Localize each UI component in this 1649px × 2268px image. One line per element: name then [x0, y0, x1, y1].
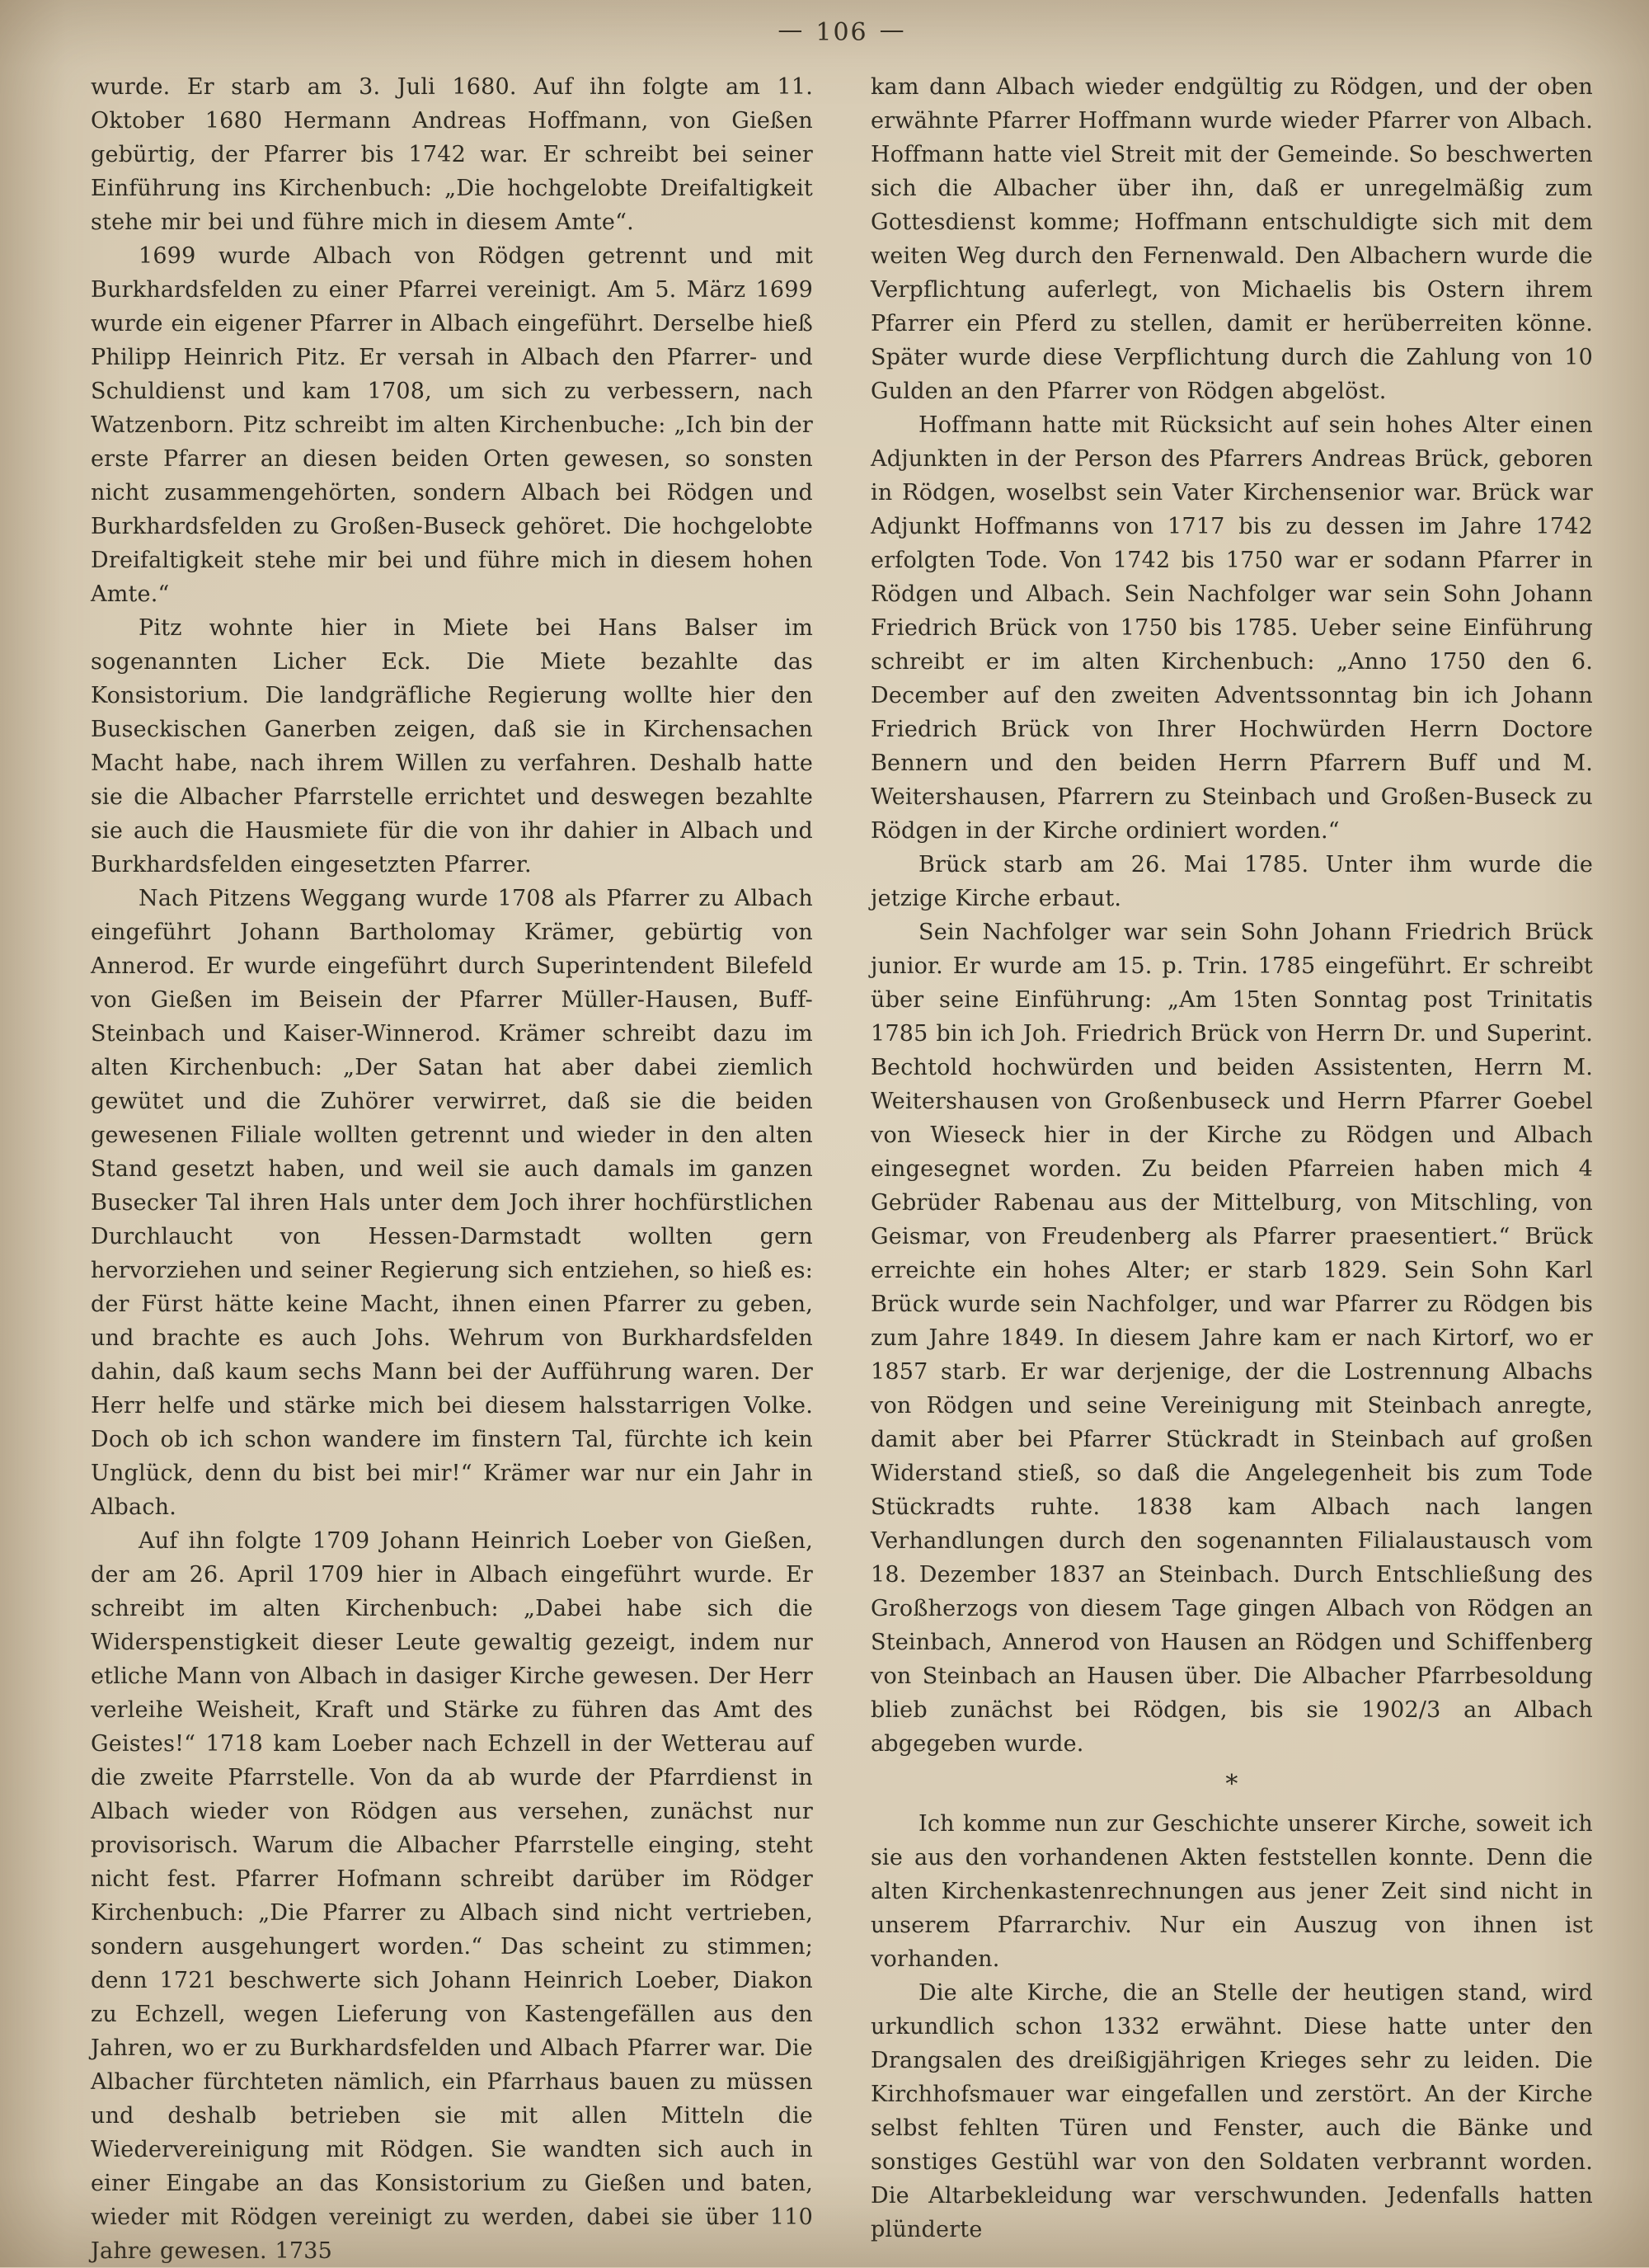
page-header [91, 18, 1593, 47]
paragraph: Die alte Kirche, die an Stelle der heutigen stand, wird urkundlich schon 1332 erwähnt. Diese hatte unter den Drangsalen des dreißigjährigen Krieges sehr zu leiden. Die Kirchhofsmauer war eingefallen und zerstört. An der Kirche selbst fehlten Türen und Fenster, auch die Bänke und sonstiges Gestühl war von den Soldaten verbrannt worden. Die Altarbekleidung war verschwunden. Jedenfalls hatten plünderte [871, 1980, 1593, 2242]
paragraph: Brück starb am 26. Mai 1785. Unter ihm wurde die jetzige Kirche erbaut. [871, 852, 1593, 911]
paragraph: 1699 wurde Albach von Rödgen getrennt und mit Burkhardsfelden zu einer Pfarrei vereinigt. Am 5. März 1699 wurde ein eigener Pfarrer in Albach eingeführt. Derselbe hieß Philipp Heinrich Pitz. Er versah in Albach den Pfarrer- und Schuldienst und kam 1708, um sich zu verbessern, nach Watzenborn. Pitz schreibt im alten Kirchenbuche: „Ich bin der erste Pfarrer an diesen beiden Orten gewesen, so sonsten nicht zusammengehörten, sondern Albach bei Rödgen und Burkhardsfelden zu Großen-Buseck gehöret. Die hochgelobte Dreifaltigkeit stehe mir bei und führe mich in diesem hohen Amte.“ [91, 243, 813, 607]
left-column [91, 70, 813, 2268]
right-column [871, 70, 1593, 2268]
paragraph: Auf ihn folgte 1709 Johann Heinrich Loeber von Gießen, der am 26. April 1709 hier in Albach eingeführt wurde. Er schreibt im alten Kirchenbuch: „Dabei habe sich die Widerspenstigkeit dieser Leute gewaltig gezeigt, indem nur etliche Mann von Albach in dasiger Kirche gewesen. Der Herr verleihe Weisheit, Kraft und Stärke zu führen das Amt des Geistes!“ 1718 kam Loeber nach Echzell in der Wetterau auf die zweite Pfarrstelle. Von da ab wurde der Pfarrdienst in Albach wieder von Rödgen aus versehen, zunächst nur provisorisch. Warum die Albacher Pfarrstelle einging, steht nicht fest. Pfarrer Hofmann schreibt darüber im Rödger Kirchenbuch: „Die Pfarrer zu Albach sind nicht vertrieben, sondern ausgehungert worden.“ Das scheint zu stimmen; denn 1721 beschwerte sich Johann Heinrich Loeber, Diakon zu Echzell, wegen Lieferung von Kastengefällen aus den Jahren, wo er zu Burkhardsfelden und Albach Pfarrer war. Die Albacher fürchteten nämlich, ein Pfarrhaus bauen zu müssen und deshalb betrieben sie mit allen Mitteln die Wiedervereinigung mit Rödgen. Sie wandten sich auch in einer Eingabe an das Konsistorium zu Gießen und baten, wieder mit Rödgen vereinigt zu werden, dabei sie über 110 Jahre gewesen. 1735 [91, 1528, 813, 2264]
paragraph: Ich komme nun zur Geschichte unserer Kirche, soweit ich sie aus den vorhandenen Akten feststellen konnte. Denn die alten Kirchenkastenrechnungen aus jener Zeit sind nicht in unserem Pfarrarchiv. Nur ein Auszug von ihnen ist vorhanden. [871, 1811, 1593, 1972]
page-number: 106 [815, 18, 868, 47]
header-dash-left: — [778, 16, 805, 45]
paragraph: kam dann Albach wieder endgültig zu Rödgen, und der oben erwähnte Pfarrer Hoffmann wurde wieder Pfarrer von Albach. Hoffmann hatte viel Streit mit der Gemeinde. So beschwerten sich die Albacher über ihn, daß er unregelmäßig zum Gottesdienst komme; Hoffmann entschuldigte sich mit dem weiten Weg durch den Fernenwald. Den Albachern wurde die Verpflichtung auferlegt, von Michaelis bis Ostern ihrem Pfarrer ein Pferd zu stellen, damit er herüberreiten könne. Später wurde diese Verpflichtung durch die Zahlung von 10 Gulden an den Pfarrer von Rödgen abgelöst. [871, 74, 1593, 404]
paragraph: Nach Pitzens Weggang wurde 1708 als Pfarrer zu Albach eingeführt Johann Bartholomay Krämer, gebürtig von Annerod. Er wurde eingeführt durch Superintendent Bilefeld von Gießen im Beisein der Pfarrer Müller-Hausen, Buff-Steinbach und Kaiser-Winnerod. Krämer schreibt dazu im alten Kirchenbuch: „Der Satan hat aber dabei ziemlich gewütet und die Zuhörer verwirret, daß sie die beiden gewesenen Filiale wollten getrennt und wieder in den alten Stand gesetzt haben, und weil sie auch damals im ganzen Busecker Tal ihren Hals unter dem Joch ihrer hochfürstlichen Durchlaucht von Hessen-Darmstadt wollten gern hervorziehen und seiner Regierung sich entziehen, so hieß es: der Fürst hätte keine Macht, ihnen einen Pfarrer zu geben, und brachte es auch Johs. Wehrum von Burkhardsfelden dahin, daß kaum sechs Mann bei der Aufführung waren. Der Herr helfe und stärke mich bei diesem halsstarrigen Volke. Doch ob ich schon wandere im finstern Tal, fürchte ich kein Unglück, denn du bist bei mir!“ Krämer war nur ein Jahr in Albach. [91, 886, 813, 1520]
header-dash-right: — [879, 16, 906, 45]
paragraph: wurde. Er starb am 3. Juli 1680. Auf ihn folgte am 11. Oktober 1680 Hermann Andreas Hoffmann, von Gießen gebürtig, der Pfarrer bis 1742 war. Er schreibt bei seiner Einführung ins Kirchenbuch: „Die hochgelobte Dreifaltigkeit stehe mir bei und führe mich in diesem Amte“. [91, 74, 813, 235]
paragraph: Sein Nachfolger war sein Sohn Johann Friedrich Brück junior. Er wurde am 15. p. Trin. 1785 eingeführt. Er schreibt über seine Einführung: „Am 15ten Sonntag post Trinitatis 1785 bin ich Joh. Friedrich Brück von Herrn Dr. und Superint. Bechtold hochwürden und beiden Assistenten, Herrn M. Weitershausen von Großenbuseck und Herrn Pfarrer Goebel von Wieseck hier in der Kirche zu Rödgen und Albach eingesegnet worden. Zu beiden Pfarreien haben mich 4 Gebrüder Rabenau aus der Mittelburg, von Mitschling, von Geismar, von Freudenberg als Pfarrer praesentiert.“ Brück erreichte ein hohes Alter; er starb 1829. Sein Sohn Karl Brück wurde sein Nachfolger, und war Pfarrer zu Rödgen bis zum Jahre 1849. In diesem Jahre kam er nach Kirtorf, wo er 1857 starb. Er war derjenige, der die Lostrennung Albachs von Rödgen und seine Vereinigung mit Steinbach anregte, damit aber bei Pfarrer Stückradt in Steinbach auf großen Widerstand stieß, so daß die Angelegenheit bis zum Tode Stückradts ruhte. 1838 kam Albach nach langen Verhandlungen durch den sogenannten Filialaustausch vom 18. Dezember 1837 an Steinbach. Durch Entschließung des Großherzogs von diesem Tage gingen Albach von Rödgen an Steinbach, Annerod von Hausen an Rödgen und Schiffenberg von Steinbach an Hausen über. Die Albacher Pfarrbesoldung blieb zunächst bei Rödgen, bis sie 1902/3 an Albach abgegeben wurde. [871, 920, 1593, 1757]
section-separator-asterisk: * [1225, 1770, 1238, 1799]
text-columns [91, 70, 1593, 2268]
paragraph: Hoffmann hatte mit Rücksicht auf sein hohes Alter einen Adjunkten in der Person des Pfarrers Andreas Brück, geboren in Rödgen, woselbst sein Vater Kirchensenior war. Brück war Adjunkt Hoffmanns von 1717 bis zu dessen im Jahre 1742 erfolgten Tode. Von 1742 bis 1750 war er sodann Pfarrer in Rödgen und Albach. Sein Nachfolger war sein Sohn Johann Friedrich Brück von 1750 bis 1785. Ueber seine Einführung schreibt er im alten Kirchenbuch: „Anno 1750 den 6. December auf den zweiten Adventssonntag bin ich Johann Friedrich Brück von Ihrer Hochwürden Herrn Doctore Bennern und den beiden Herrn Pfarrern Buff und M. Weitershausen, Pfarrern zu Steinbach und Großen-Buseck zu Rödgen in der Kirche ordiniert worden.“ [871, 412, 1593, 844]
paragraph: Pitz wohnte hier in Miete bei Hans Balser im sogenannten Licher Eck. Die Miete bezahlte das Konsistorium. Die landgräfliche Regierung wollte hier den Buseckischen Ganerben zeigen, daß sie in Kirchensachen Macht habe, nach ihrem Willen zu verfahren. Deshalb hatte sie die Albacher Pfarrstelle errichtet und deswegen bezahlte sie auch die Hausmiete für die von ihr dahier in Albach und Burkhardsfelden eingesetzten Pfarrer. [91, 615, 813, 878]
